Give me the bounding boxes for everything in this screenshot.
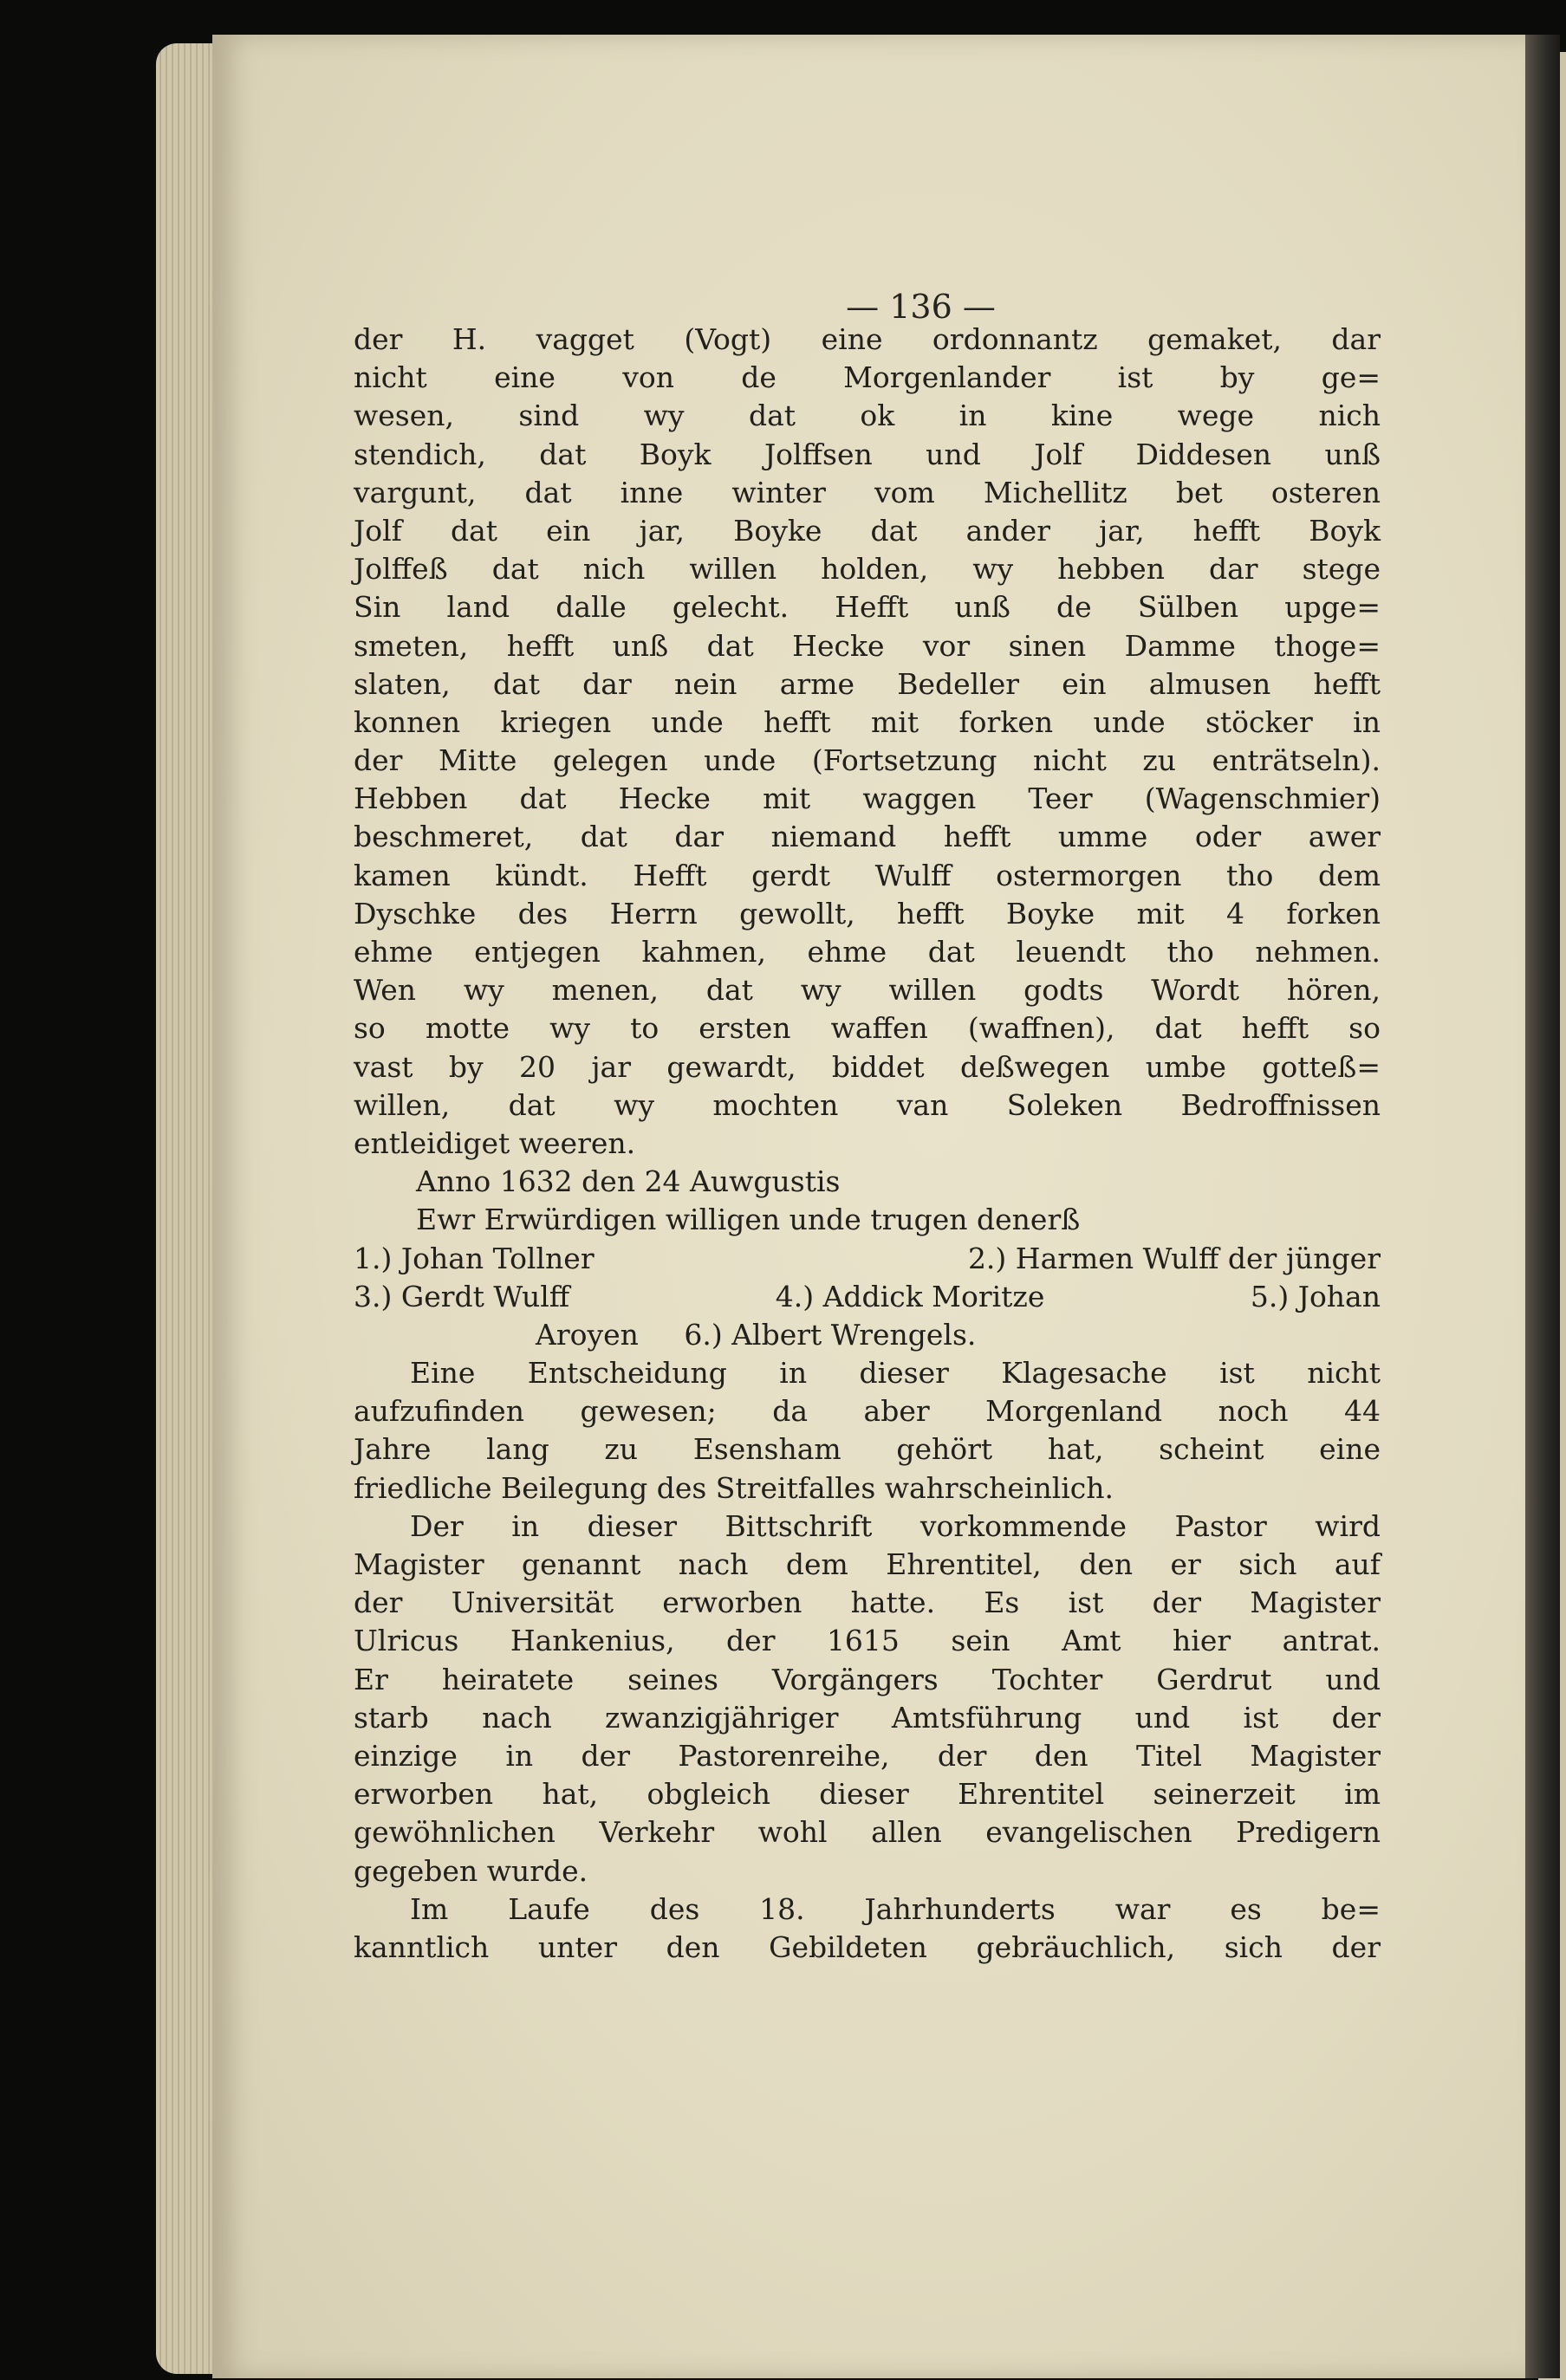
signatory: 3.) Gerdt Wulff: [354, 1279, 570, 1313]
text-line: slaten, dat dar nein arme Bedeller ein almusen hefft: [354, 666, 1381, 701]
text-line: Magister genannt nach dem Ehrentitel, den er sich auf: [354, 1547, 1381, 1581]
text-line: Hebben dat Hecke mit waggen Teer (Wagenschmier): [354, 781, 1381, 816]
text-line: wesen, sind wy dat ok in kine wege nich: [354, 399, 1381, 433]
text-line: vast by 20 jar gewardt, biddet deßwegen umbe gotteß=: [354, 1049, 1381, 1084]
text-line: so motte wy to ersten waffen (waffnen), dat hefft so: [354, 1011, 1381, 1046]
text-line: der H. vagget (Vogt) eine ordonnantz gemaket, dar: [354, 322, 1381, 356]
text-line: entleidiget weeren.: [354, 1125, 636, 1160]
text-line: Sin land dalle gelecht. Hefft unß de Sülben upge=: [354, 590, 1381, 625]
text-line: aufzufinden gewesen; da aber Morgenland noch 44: [354, 1394, 1381, 1429]
text-line: starb nach zwanzigjähriger Amtsführung und ist der: [354, 1700, 1381, 1735]
text-line: stendich, dat Boyk Jolffsen und Jolf Diddesen unß: [354, 437, 1381, 471]
signatory: 4.) Addick Moritze: [775, 1279, 1045, 1313]
text-line: willen, dat wy mochten van Soleken Bedroffnissen: [354, 1087, 1381, 1122]
text-line: Jolffeß dat nich willen holden, wy hebben dar stege: [354, 552, 1381, 587]
text-line: ehme entjegen kahmen, ehme dat leuendt tho nehmen.: [354, 935, 1381, 969]
page-number: — 136 —: [846, 288, 996, 326]
text-line: gewöhnlichen Verkehr wohl allen evangelischen Predigern: [354, 1815, 1381, 1850]
text-line: Eine Entscheidung in dieser Klagesache ist nicht: [410, 1356, 1381, 1391]
date-line: Anno 1632 den 24 Auwgustis: [416, 1164, 841, 1199]
text-line: einzige in der Pastorenreihe, der den Titel Magister: [354, 1738, 1381, 1773]
text-line: Der in dieser Bittschrift vorkommende Pastor wird: [410, 1508, 1381, 1543]
text-line: vargunt, dat inne winter vom Michellitz bet osteren: [354, 475, 1381, 509]
signatory-row: [354, 1316, 1381, 1354]
signatory: 2.) Harmen Wulff der jünger: [967, 1241, 1381, 1275]
text-line: friedliche Beilegung des Streitfalles wahrscheinlich.: [354, 1470, 1114, 1505]
text-line: erworben hat, obgleich dieser Ehrentitel seinerzeit im: [354, 1777, 1381, 1812]
text-line: kanntlich unter den Gebildeten gebräuchlich, sich der: [354, 1929, 1381, 1964]
text-line: konnen kriegen unde hefft mit forken unde stöcker in: [354, 704, 1381, 739]
text-line: gegeben wurde.: [354, 1853, 588, 1888]
text-line: Im Laufe des 18. Jahrhunderts war es be=: [410, 1891, 1381, 1926]
signatory: 1.) Johan Tollner: [354, 1241, 595, 1275]
book-gutter: [1525, 35, 1560, 2378]
signatory: 6.) Albert Wrengels.: [684, 1317, 977, 1352]
text-line: kamen kündt. Hefft gerdt Wulff ostermorgen tho dem: [354, 858, 1381, 892]
text-line: Jahre lang zu Esensham gehört hat, scheint eine: [354, 1432, 1381, 1467]
text-line: der Universität erworben hatte. Es ist der Magister: [354, 1586, 1381, 1620]
signatory-row: [354, 1278, 1381, 1316]
page-text: [354, 321, 1381, 1967]
closing-line: Ewr Erwürdigen willigen unde trugen denerß: [416, 1203, 1081, 1237]
text-line: Wen wy menen, dat wy willen godts Wordt hören,: [354, 973, 1381, 1008]
signatory-row: [354, 1240, 1381, 1278]
text-line: nicht eine von de Morgenlander ist by ge=: [354, 360, 1381, 395]
signatory: Aroyen: [536, 1317, 639, 1352]
text-line: Er heiratete seines Vorgängers Tochter Gerdrut und: [354, 1662, 1381, 1696]
signatory: 5.) Johan: [1250, 1279, 1381, 1313]
text-line: der Mitte gelegen unde (Fortsetzung nicht zu enträtseln).: [354, 743, 1381, 778]
text-line: Jolf dat ein jar, Boyke dat ander jar, hefft Boyk: [354, 513, 1381, 548]
text-line: Dyschke des Herrn gewollt, hefft Boyke mit 4 forken: [354, 896, 1381, 931]
text-line: beschmeret, dat dar niemand hefft umme oder awer: [354, 820, 1381, 854]
text-line: smeten, hefft unß dat Hecke vor sinen Damme thoge=: [354, 628, 1381, 663]
text-line: Ulricus Hankenius, der 1615 sein Amt hier antrat.: [354, 1624, 1381, 1658]
